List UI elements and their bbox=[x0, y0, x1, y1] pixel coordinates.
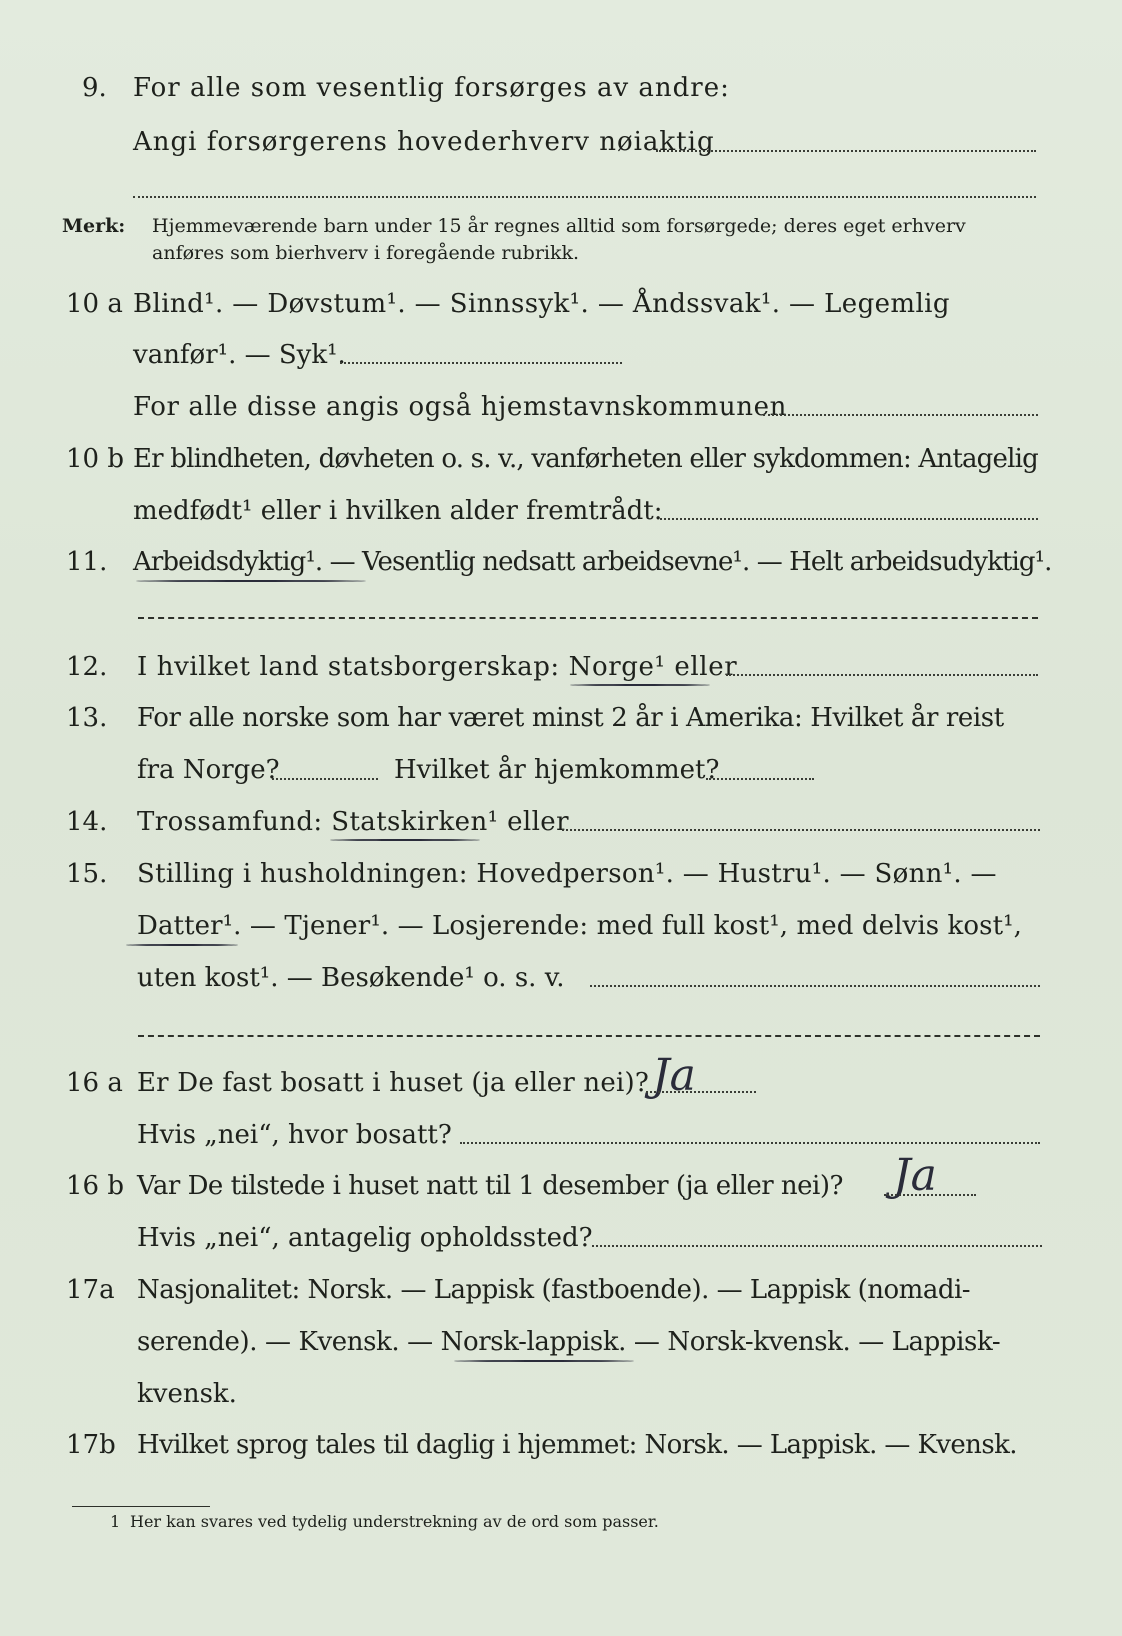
q10b-answer-line bbox=[660, 518, 1038, 520]
q10a-line1: Blind¹. — Døvstum¹. — Sinnssyk¹. — Åndssvak¹. — Legemlig bbox=[133, 289, 950, 319]
q13-number: 13. bbox=[66, 703, 108, 733]
q9-number: 9. bbox=[82, 73, 107, 103]
q10a-number: 10 a bbox=[66, 289, 123, 319]
q9-line2: Angi forsørgerens hovederhverv nøiaktig bbox=[133, 127, 715, 157]
q12-underline-norge bbox=[570, 684, 710, 686]
q15-number: 15. bbox=[66, 859, 108, 889]
q10b-line1: Er blindheten, døvheten o. s. v., vanførheten eller sykdommen: Antagelig bbox=[133, 444, 1038, 474]
q13-hjemkommet-line bbox=[706, 778, 814, 780]
q17a-line3: kvensk. bbox=[137, 1379, 237, 1409]
merk-line1: Hjemmeværende barn under 15 år regnes alltid som forsørgede; deres eget erhverv bbox=[152, 215, 966, 237]
q16a-answer-line bbox=[646, 1091, 756, 1093]
q12-line1: I hvilket land statsborgerskap: Norge¹ eller bbox=[137, 652, 738, 682]
q17a-line2: serende). — Kvensk. — Norsk-lappisk. — Norsk-kvensk. — Lappisk- bbox=[137, 1327, 1001, 1357]
q16a-handwritten-answer: Ja bbox=[652, 1050, 696, 1101]
q11-number: 11. bbox=[66, 547, 108, 577]
footnote-rule bbox=[72, 1506, 210, 1507]
q10a-line2: vanfør¹. — Syk¹. bbox=[133, 340, 346, 370]
merk-label: Merk: bbox=[62, 215, 126, 237]
q10b-line2: medfødt¹ eller i hvilken alder fremtrådt: bbox=[133, 496, 663, 526]
q11-line1: Arbeidsdyktig¹. — Vesentlig nedsatt arbeidsevne¹. — Helt arbeidsudyktig¹. bbox=[133, 547, 1052, 577]
q10a-kommune-line bbox=[763, 414, 1038, 416]
q9-extra-line bbox=[133, 196, 1036, 198]
q12-number: 12. bbox=[66, 652, 108, 682]
q9-line1: For alle som vesentlig forsørges av andre: bbox=[133, 73, 730, 103]
q16b-opholdssted-line bbox=[592, 1245, 1042, 1247]
q16a-bosatt-line bbox=[460, 1142, 1040, 1144]
q17a-number: 17a bbox=[66, 1275, 115, 1305]
q15-extra-line bbox=[138, 1035, 1040, 1037]
q17b-number: 17b bbox=[66, 1430, 116, 1460]
q10a-syk-line bbox=[340, 362, 622, 364]
q14-underline-statskirken bbox=[330, 839, 480, 841]
q16b-number: 16 b bbox=[66, 1171, 124, 1201]
q17a-line1: Nasjonalitet: Norsk. — Lappisk (fastboende). — Lappisk (nomadi- bbox=[137, 1275, 971, 1305]
q9-answer-line bbox=[656, 150, 1036, 152]
q15-line1: Stilling i husholdningen: Hovedperson¹. — Hustru¹. — Sønn¹. — bbox=[137, 859, 997, 889]
q14-line1: Trossamfund: Statskirken¹ eller bbox=[137, 807, 569, 837]
q16b-line2: Hvis „nei“, antagelig opholdssted? bbox=[137, 1223, 593, 1253]
q14-answer-line bbox=[562, 829, 1040, 831]
q16a-line1: Er De fast bosatt i huset (ja eller nei)? bbox=[137, 1068, 649, 1098]
q15-underline-datter bbox=[126, 944, 238, 946]
q15-line3: uten kost¹. — Besøkende¹ o. s. v. bbox=[137, 963, 565, 993]
q13-line2a: fra Norge? bbox=[137, 755, 280, 785]
q16a-line2: Hvis „nei“, hvor bosatt? bbox=[137, 1120, 452, 1150]
footnote-mark: 1 bbox=[110, 1512, 121, 1531]
q15-line2: Datter¹. — Tjener¹. — Losjerende: med full kost¹, med delvis kost¹, bbox=[137, 911, 1023, 941]
q15-answer-line bbox=[590, 985, 1040, 987]
footnote-text: Her kan svares ved tydelig understrekning av de ord som passer. bbox=[130, 1512, 659, 1531]
q16a-number: 16 a bbox=[66, 1068, 123, 1098]
q16b-handwritten-answer: Ja bbox=[893, 1150, 937, 1201]
q16b-line1: Var De tilstede i huset natt til 1 desember (ja eller nei)? bbox=[137, 1171, 843, 1201]
q14-number: 14. bbox=[66, 807, 108, 837]
q17a-underline-norsk-lappisk bbox=[454, 1360, 634, 1362]
q13-reist-line bbox=[272, 778, 378, 780]
q13-line1: For alle norske som har været minst 2 år i Amerika: Hvilket år reist bbox=[137, 703, 1004, 733]
q10a-line3: For alle disse angis også hjemstavnskommunen bbox=[133, 392, 787, 422]
q11-underline-arbeidsdyktig bbox=[136, 580, 366, 582]
q10b-number: 10 b bbox=[66, 444, 124, 474]
q17b-line1: Hvilket sprog tales til daglig i hjemmet: Norsk. — Lappisk. — Kvensk. bbox=[137, 1430, 1017, 1460]
q11-answer-line bbox=[138, 617, 1038, 619]
merk-line2: anføres som bierhverv i foregående rubrikk. bbox=[152, 242, 580, 264]
q12-answer-line bbox=[726, 674, 1038, 676]
q16b-answer-line bbox=[884, 1194, 976, 1196]
q13-line2b: Hvilket år hjemkommet? bbox=[394, 755, 720, 785]
